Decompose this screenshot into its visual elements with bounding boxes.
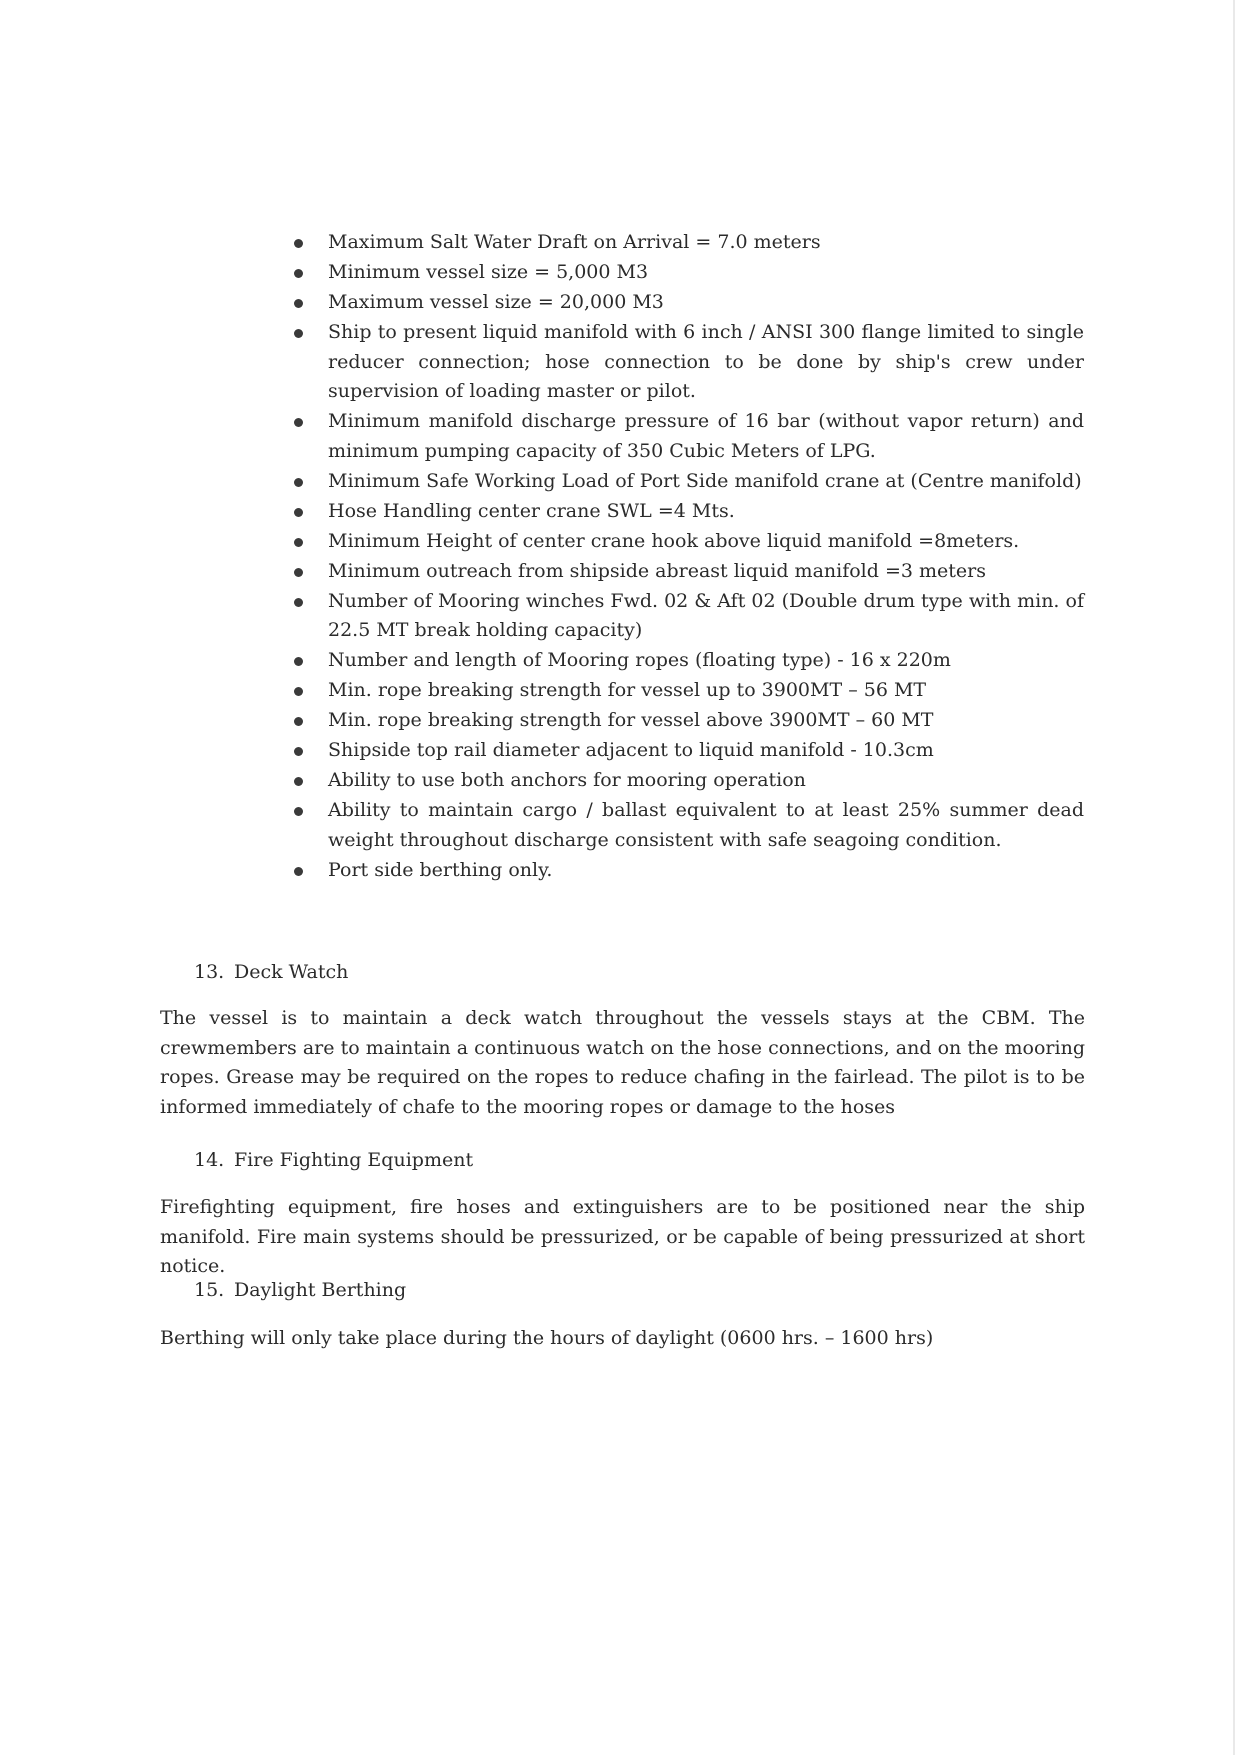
list-item-text: Number and length of Mooring ropes (floating type) - 16 x 220m xyxy=(328,649,951,671)
bullet-icon xyxy=(294,568,303,577)
list-item xyxy=(294,407,1084,466)
list-item xyxy=(294,228,1084,258)
list-item-text: Maximum Salt Water Draft on Arrival = 7.0 meters xyxy=(328,231,821,253)
list-item xyxy=(294,258,1084,288)
bullet-icon xyxy=(294,867,303,876)
section-heading-daylight-berthing xyxy=(194,1276,406,1305)
section-number: 15. xyxy=(194,1279,225,1301)
list-item-text: Minimum Height of center crane hook above liquid manifold =8meters. xyxy=(328,529,1020,552)
list-item xyxy=(294,467,1084,497)
list-item xyxy=(294,856,1084,886)
list-item-text: Minimum Safe Working Load of Port Side manifold crane at (Centre manifold) xyxy=(328,469,1082,492)
bullet-icon xyxy=(294,657,303,666)
bullet-icon xyxy=(294,747,303,756)
scan-edge xyxy=(1233,0,1235,1755)
bullet-icon xyxy=(294,329,303,338)
list-item xyxy=(294,736,1084,766)
list-item-text: Port side berthing only. xyxy=(328,858,553,881)
section-body-fire-fighting: Firefighting equipment, fire hoses and extinguishers are to be positioned near the ship manifold. Fire main systems should be pressurized, or be capable of being pressurized at short notice. xyxy=(160,1196,1085,1277)
section-title: Daylight Berthing xyxy=(234,1279,407,1301)
list-item-text: Ship to present liquid manifold with 6 inch / ANSI 300 flange limited to single reducer connection; hose connection to be done by ship's crew under supervision of loading master or pilot. xyxy=(328,321,1084,402)
list-item-text: Number of Mooring winches Fwd. 02 & Aft 02 (Double drum type with min. of 22.5 MT break holding capacity) xyxy=(328,589,1084,641)
list-item-text: Minimum manifold discharge pressure of 16 bar (without vapor return) and minimum pumping capacity of 350 Cubic Meters of LPG. xyxy=(328,410,1084,462)
list-item-text: Minimum outreach from shipside abreast liquid manifold =3 meters xyxy=(328,559,986,582)
bullet-icon xyxy=(294,418,303,427)
list-item xyxy=(294,796,1084,855)
list-item xyxy=(294,676,1084,706)
section-heading-fire-fighting xyxy=(194,1146,473,1175)
list-item-text: Ability to maintain cargo / ballast equivalent to at least 25% summer dead weight throughout discharge consistent with safe seagoing condition. xyxy=(328,799,1084,851)
bullet-icon xyxy=(294,598,303,607)
list-item-text: Hose Handling center crane SWL =4 Mts. xyxy=(328,499,735,522)
requirements-list xyxy=(294,228,1084,886)
bullet-icon xyxy=(294,269,303,278)
list-item-text: Minimum vessel size = 5,000 M3 xyxy=(328,261,649,283)
list-item-text: Ability to use both anchors for mooring operation xyxy=(328,769,806,791)
section-body-daylight-berthing: Berthing will only take place during the hours of daylight (0600 hrs. – 1600 hrs) xyxy=(160,1327,934,1349)
list-item-text: Min. rope breaking strength for vessel up to 3900MT – 56 MT xyxy=(328,679,927,701)
list-item-text: Maximum vessel size = 20,000 M3 xyxy=(328,291,664,313)
bullet-icon xyxy=(294,299,303,308)
section-number: 13. xyxy=(194,961,225,983)
bullet-icon xyxy=(294,717,303,726)
bullet-icon xyxy=(294,687,303,696)
section-heading-deck-watch xyxy=(194,958,348,987)
bullet-icon xyxy=(294,538,303,547)
section-body-deck-watch: The vessel is to maintain a deck watch throughout the vessels stays at the CBM. The crewmembers are to maintain a continuous watch on the hose connections, and on the mooring ropes. Grease may be required on the ropes to reduce chafing in the fairlead. The pilot is to be informed immediately of chafe to the mooring ropes or damage to the hoses xyxy=(160,1007,1085,1118)
list-item xyxy=(294,587,1084,646)
list-item-text: Min. rope breaking strength for vessel above 3900MT – 60 MT xyxy=(328,709,934,731)
list-item xyxy=(294,527,1084,557)
bullet-icon xyxy=(294,777,303,786)
bullet-icon xyxy=(294,239,303,248)
list-item xyxy=(294,557,1084,587)
section-title: Fire Fighting Equipment xyxy=(234,1149,474,1171)
list-item xyxy=(294,497,1084,527)
list-item xyxy=(294,766,1084,796)
bullet-icon xyxy=(294,508,303,517)
section-number: 14. xyxy=(194,1149,225,1171)
list-item xyxy=(294,646,1084,676)
bullet-icon xyxy=(294,478,303,487)
list-item xyxy=(294,706,1084,736)
list-item xyxy=(294,288,1084,318)
list-item xyxy=(294,318,1084,407)
bullet-icon xyxy=(294,807,303,816)
list-item-text: Shipside top rail diameter adjacent to liquid manifold - 10.3cm xyxy=(328,739,934,761)
section-title: Deck Watch xyxy=(234,961,349,983)
